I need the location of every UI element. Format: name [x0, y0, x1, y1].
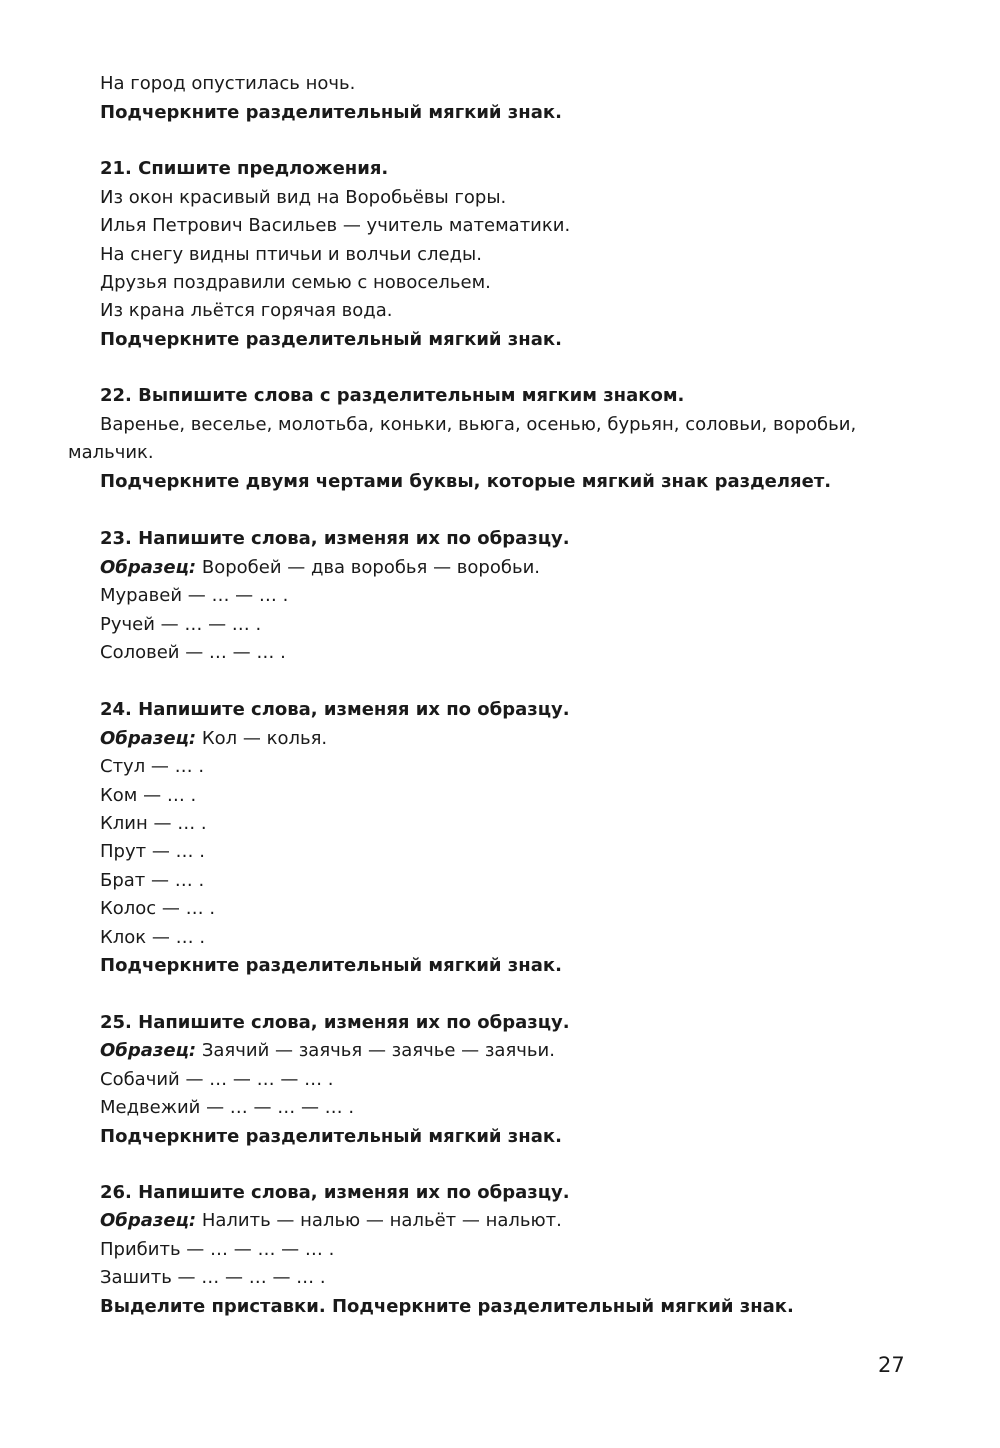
text-line: Брат — … .: [100, 870, 205, 891]
task-instruction: Выделите приставки. Подчеркните разделительный мягкий знак.: [100, 1296, 794, 1317]
sample-label: Образец:: [100, 728, 197, 749]
exercise-22-title: 22. Выпишите слова с разделительным мягким знаком.: [100, 385, 685, 406]
text-line: мальчик.: [68, 442, 154, 463]
sample-text: Налить — налью — нальёт — нальют.: [201, 1210, 562, 1231]
sample-label: Образец:: [100, 1210, 197, 1231]
text-line: Из окон красивый вид на Воробьёвы горы.: [100, 187, 507, 208]
sample-line: [100, 727, 327, 751]
text-line: Клок — … .: [100, 927, 206, 948]
sample-line: [100, 1039, 555, 1063]
text-line: Собачий — … — … — … .: [100, 1069, 334, 1090]
text-line: Ручей — … — … .: [100, 614, 262, 635]
sample-text: Кол — колья.: [201, 728, 328, 749]
text-line: Клин — … .: [100, 813, 207, 834]
text-line: Муравей — … — … .: [100, 585, 289, 606]
text-line: Колос — … .: [100, 898, 216, 919]
text-line: Зашить — … — … — … .: [100, 1267, 326, 1288]
text-line: Прут — … .: [100, 841, 205, 862]
text-line: Илья Петрович Васильев — учитель математики.: [100, 215, 571, 236]
text-line: На снегу видны птичьи и волчьи следы.: [100, 244, 482, 265]
sample-label: Образец:: [100, 557, 197, 578]
text-line: Ком — … .: [100, 785, 197, 806]
exercise-25-title: 25. Напишите слова, изменяя их по образцу.: [100, 1012, 570, 1033]
exercise-26-title: 26. Напишите слова, изменяя их по образцу.: [100, 1182, 570, 1203]
exercise-24-title: 24. Напишите слова, изменяя их по образцу.: [100, 699, 570, 720]
task-instruction: Подчеркните разделительный мягкий знак.: [100, 955, 562, 976]
text-line: Соловей — … — … .: [100, 642, 286, 663]
sample-line: [100, 1209, 562, 1233]
page-number: 27: [878, 1353, 905, 1377]
exercise-23-title: 23. Напишите слова, изменяя их по образцу.: [100, 528, 570, 549]
sample-text: Заячий — заячья — заячье — заячьи.: [201, 1040, 555, 1061]
sample-line: [100, 556, 540, 580]
task-instruction: Подчеркните разделительный мягкий знак.: [100, 102, 562, 123]
text-line: Варенье, веселье, молотьба, коньки, вьюга, осенью, бурьян, соловьи, воробьи,: [100, 414, 857, 435]
text-line: На город опустилась ночь.: [100, 73, 356, 94]
task-instruction: Подчеркните разделительный мягкий знак.: [100, 1126, 562, 1147]
task-instruction: Подчеркните двумя чертами буквы, которые мягкий знак разделяет.: [100, 471, 832, 492]
sample-label: Образец:: [100, 1040, 197, 1061]
text-line: Друзья поздравили семью с новосельем.: [100, 272, 491, 293]
text-line: Медвежий — … — … — … .: [100, 1097, 355, 1118]
text-line: Прибить — … — … — … .: [100, 1239, 335, 1260]
text-line: Стул — … .: [100, 756, 205, 777]
text-line: Из крана льётся горячая вода.: [100, 300, 393, 321]
exercise-21-title: 21. Спишите предложения.: [100, 158, 389, 179]
task-instruction: Подчеркните разделительный мягкий знак.: [100, 329, 562, 350]
sample-text: Воробей — два воробья — воробьи.: [201, 557, 540, 578]
